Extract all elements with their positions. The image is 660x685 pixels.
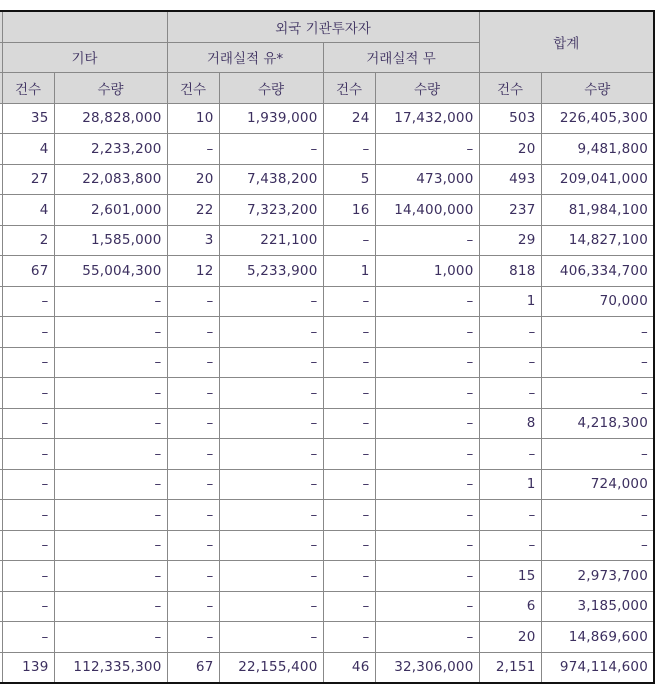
count-cell: – — [323, 469, 375, 500]
count-cell: 20 — [479, 134, 541, 165]
count-cell: – — [2, 530, 54, 561]
count-cell: – — [479, 500, 541, 531]
quantity-cell: – — [54, 469, 167, 500]
count-cell: 2 — [2, 225, 54, 256]
total-row — [0, 652, 654, 683]
quantity-cell: – — [219, 378, 323, 409]
count-cell: 16 — [323, 195, 375, 226]
header-row-1 — [0, 11, 654, 42]
count-cell: 139 — [2, 652, 54, 683]
header-blank — [2, 11, 167, 42]
count-cell: – — [167, 591, 219, 622]
count-cell: – — [2, 500, 54, 531]
quantity-cell: – — [375, 134, 479, 165]
quantity-cell: 473,000 — [375, 164, 479, 195]
quantity-cell: – — [375, 225, 479, 256]
table-row — [0, 195, 654, 226]
table-row — [0, 500, 654, 531]
quantity-cell: 112,335,300 — [54, 652, 167, 683]
quantity-cell: – — [375, 530, 479, 561]
count-cell: – — [2, 286, 54, 317]
count-cell: – — [167, 439, 219, 470]
quantity-cell: – — [54, 591, 167, 622]
col-header-quantity: 수량 — [54, 73, 167, 104]
count-cell: 24 — [323, 103, 375, 134]
quantity-cell: 14,400,000 — [375, 195, 479, 226]
quantity-cell: 22,083,800 — [54, 164, 167, 195]
count-cell: – — [323, 378, 375, 409]
quantity-cell: 55,004,300 — [54, 256, 167, 287]
quantity-cell: – — [541, 530, 654, 561]
quantity-cell: 2,973,700 — [541, 561, 654, 592]
count-cell: – — [479, 317, 541, 348]
count-cell: – — [2, 561, 54, 592]
count-cell: – — [479, 347, 541, 378]
count-cell: 4 — [2, 195, 54, 226]
quantity-cell: 221,100 — [219, 225, 323, 256]
quantity-cell: 14,869,600 — [541, 622, 654, 653]
quantity-cell: – — [219, 317, 323, 348]
count-cell: 35 — [2, 103, 54, 134]
quantity-cell: 209,041,000 — [541, 164, 654, 195]
quantity-cell: 22,155,400 — [219, 652, 323, 683]
count-cell: – — [167, 530, 219, 561]
quantity-cell: – — [219, 134, 323, 165]
count-cell: – — [2, 317, 54, 348]
table-row — [0, 347, 654, 378]
quantity-cell: 2,233,200 — [54, 134, 167, 165]
table-row — [0, 378, 654, 409]
count-cell: – — [167, 134, 219, 165]
count-cell: – — [167, 561, 219, 592]
quantity-cell: 3,185,000 — [541, 591, 654, 622]
count-cell: – — [167, 317, 219, 348]
col-header-quantity: 수량 — [375, 73, 479, 104]
quantity-cell: – — [219, 530, 323, 561]
count-cell: 67 — [167, 652, 219, 683]
quantity-cell: – — [54, 622, 167, 653]
quantity-cell: – — [219, 591, 323, 622]
quantity-cell: – — [219, 347, 323, 378]
col-header-count: 건수 — [479, 73, 541, 104]
count-cell: – — [167, 469, 219, 500]
count-cell: 22 — [167, 195, 219, 226]
table-row — [0, 103, 654, 134]
table-row — [0, 469, 654, 500]
count-cell: – — [323, 408, 375, 439]
count-cell: 15 — [479, 561, 541, 592]
count-cell: – — [167, 500, 219, 531]
count-cell: – — [167, 622, 219, 653]
count-cell: 237 — [479, 195, 541, 226]
quantity-cell: – — [375, 500, 479, 531]
quantity-cell: 7,323,200 — [219, 195, 323, 226]
count-cell: 1 — [323, 256, 375, 287]
quantity-cell: – — [54, 286, 167, 317]
table-row — [0, 134, 654, 165]
count-cell: – — [323, 439, 375, 470]
col-header-count: 건수 — [167, 73, 219, 104]
count-cell: 2,151 — [479, 652, 541, 683]
header-row-3 — [0, 73, 654, 104]
table-row — [0, 256, 654, 287]
quantity-cell: – — [375, 408, 479, 439]
quantity-cell: 5,233,900 — [219, 256, 323, 287]
count-cell: – — [323, 317, 375, 348]
quantity-cell: – — [54, 561, 167, 592]
count-cell: 29 — [479, 225, 541, 256]
col-header-quantity: 수량 — [219, 73, 323, 104]
count-cell: – — [323, 561, 375, 592]
count-cell: – — [323, 347, 375, 378]
quantity-cell: – — [219, 469, 323, 500]
quantity-cell: 4,218,300 — [541, 408, 654, 439]
table-row — [0, 439, 654, 470]
count-cell: – — [323, 286, 375, 317]
count-cell: – — [2, 347, 54, 378]
table-row — [0, 591, 654, 622]
table-row — [0, 317, 654, 348]
quantity-cell: 32,306,000 — [375, 652, 479, 683]
quantity-cell: – — [541, 317, 654, 348]
quantity-cell: 17,432,000 — [375, 103, 479, 134]
quantity-cell: – — [54, 378, 167, 409]
table-row — [0, 622, 654, 653]
header-with-record: 거래실적 유* — [167, 42, 323, 73]
count-cell: 6 — [479, 591, 541, 622]
header-foreign-institutional: 외국 기관투자자 — [167, 11, 479, 42]
count-cell: 1 — [479, 286, 541, 317]
quantity-cell: – — [54, 530, 167, 561]
table-row — [0, 408, 654, 439]
count-cell: – — [323, 591, 375, 622]
count-cell: 67 — [2, 256, 54, 287]
quantity-cell: – — [54, 408, 167, 439]
count-cell: – — [2, 591, 54, 622]
quantity-cell: 974,114,600 — [541, 652, 654, 683]
quantity-cell: – — [54, 439, 167, 470]
count-cell: 503 — [479, 103, 541, 134]
quantity-cell: 1,000 — [375, 256, 479, 287]
quantity-cell: – — [54, 347, 167, 378]
quantity-cell: – — [219, 561, 323, 592]
table-row — [0, 286, 654, 317]
table-body — [0, 103, 654, 683]
count-cell: 8 — [479, 408, 541, 439]
quantity-cell: 724,000 — [541, 469, 654, 500]
quantity-cell: 70,000 — [541, 286, 654, 317]
quantity-cell: – — [219, 622, 323, 653]
quantity-cell: 14,827,100 — [541, 225, 654, 256]
table-container — [0, 10, 655, 684]
count-cell: – — [479, 439, 541, 470]
quantity-cell: – — [541, 500, 654, 531]
count-cell: 1 — [479, 469, 541, 500]
quantity-cell: – — [219, 408, 323, 439]
count-cell: – — [2, 622, 54, 653]
quantity-cell: 2,601,000 — [54, 195, 167, 226]
quantity-cell: – — [541, 439, 654, 470]
quantity-cell: – — [375, 591, 479, 622]
col-header-count: 건수 — [323, 73, 375, 104]
quantity-cell: – — [375, 439, 479, 470]
quantity-cell: – — [375, 317, 479, 348]
table-row — [0, 164, 654, 195]
quantity-cell: – — [375, 469, 479, 500]
quantity-cell: 1,939,000 — [219, 103, 323, 134]
count-cell: – — [323, 225, 375, 256]
quantity-cell: – — [375, 622, 479, 653]
quantity-cell: – — [219, 286, 323, 317]
quantity-cell: – — [375, 286, 479, 317]
count-cell: 10 — [167, 103, 219, 134]
quantity-cell: – — [219, 439, 323, 470]
count-cell: – — [167, 286, 219, 317]
count-cell: – — [167, 378, 219, 409]
quantity-cell: – — [541, 347, 654, 378]
quantity-cell: – — [375, 347, 479, 378]
col-header-count: 건수 — [2, 73, 54, 104]
count-cell: – — [2, 439, 54, 470]
quantity-cell: – — [375, 378, 479, 409]
count-cell: – — [323, 134, 375, 165]
quantity-cell: 81,984,100 — [541, 195, 654, 226]
quantity-cell: 28,828,000 — [54, 103, 167, 134]
quantity-cell: 9,481,800 — [541, 134, 654, 165]
count-cell: 46 — [323, 652, 375, 683]
count-cell: 818 — [479, 256, 541, 287]
count-cell: – — [2, 469, 54, 500]
count-cell: 4 — [2, 134, 54, 165]
count-cell: – — [2, 408, 54, 439]
quantity-cell: – — [54, 500, 167, 531]
count-cell: – — [479, 378, 541, 409]
count-cell: 493 — [479, 164, 541, 195]
header-total: 합계 — [479, 11, 654, 73]
count-cell: 3 — [167, 225, 219, 256]
count-cell: – — [323, 622, 375, 653]
count-cell: – — [323, 530, 375, 561]
quantity-cell: – — [219, 500, 323, 531]
count-cell: – — [479, 530, 541, 561]
count-cell: – — [323, 500, 375, 531]
quantity-cell: 406,334,700 — [541, 256, 654, 287]
investor-stats-table — [0, 10, 655, 684]
count-cell: 20 — [167, 164, 219, 195]
quantity-cell: – — [54, 317, 167, 348]
quantity-cell: 226,405,300 — [541, 103, 654, 134]
table-row — [0, 225, 654, 256]
quantity-cell: – — [541, 378, 654, 409]
header-without-record: 거래실적 무 — [323, 42, 479, 73]
count-cell: 12 — [167, 256, 219, 287]
quantity-cell: 1,585,000 — [54, 225, 167, 256]
quantity-cell: 7,438,200 — [219, 164, 323, 195]
count-cell: – — [167, 408, 219, 439]
table-row — [0, 561, 654, 592]
count-cell: 20 — [479, 622, 541, 653]
table-row — [0, 530, 654, 561]
count-cell: 27 — [2, 164, 54, 195]
count-cell: – — [167, 347, 219, 378]
col-header-quantity: 수량 — [541, 73, 654, 104]
header-other: 기타 — [2, 42, 167, 73]
quantity-cell: – — [375, 561, 479, 592]
count-cell: – — [2, 378, 54, 409]
count-cell: 5 — [323, 164, 375, 195]
